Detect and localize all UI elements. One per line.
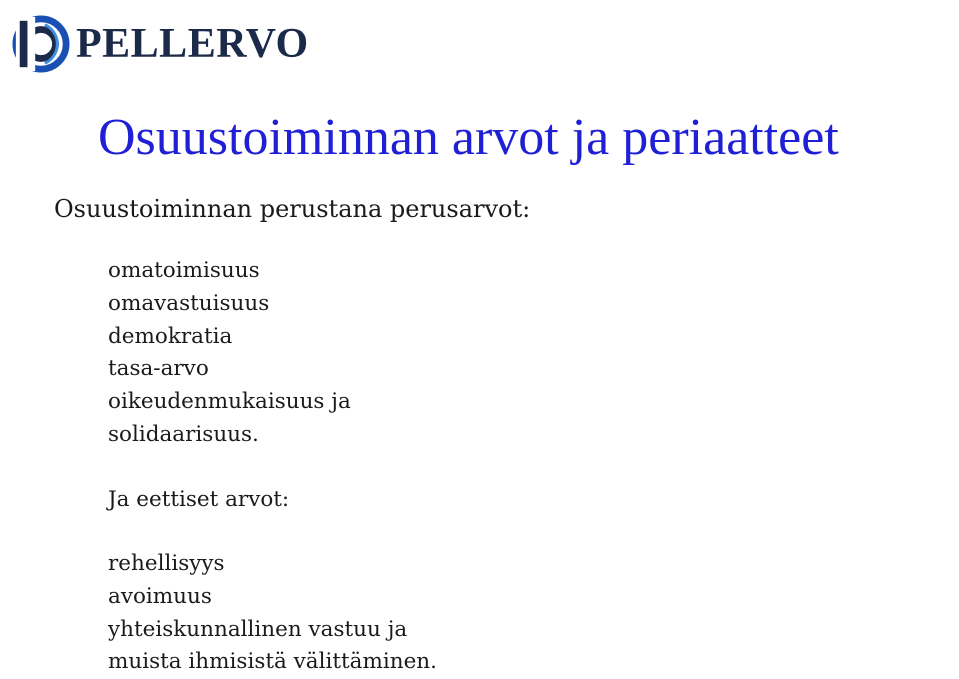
list-item: solidaarisuus.: [108, 421, 259, 447]
core-values-list: [108, 255, 351, 452]
list-item: yhteiskunnallinen vastuu ja: [108, 616, 408, 642]
list-item: demokratia: [108, 323, 233, 349]
list-item: avoimuus: [108, 583, 212, 609]
pellervo-logo-icon: [12, 15, 70, 73]
page-title: Osuustoiminnan arvot ja periaatteet: [98, 109, 839, 166]
list-item: rehellisyys: [108, 551, 225, 576]
pellervo-logo: [12, 14, 309, 74]
list-item: omatoimisuus: [108, 258, 260, 283]
intro-text: Osuustoiminnan perustana perusarvot:: [54, 195, 531, 223]
list-item: muista ihmisistä välittäminen.: [108, 649, 437, 675]
list-item: omavastuisuus: [108, 290, 270, 316]
ethical-values-list: [108, 548, 437, 679]
list-item: oikeudenmukaisuus ja: [108, 389, 351, 415]
ethics-heading: Ja eettiset arvot:: [108, 487, 290, 512]
logo-wordmark: PELLERVO: [76, 21, 309, 67]
list-item: tasa-arvo: [108, 356, 209, 382]
